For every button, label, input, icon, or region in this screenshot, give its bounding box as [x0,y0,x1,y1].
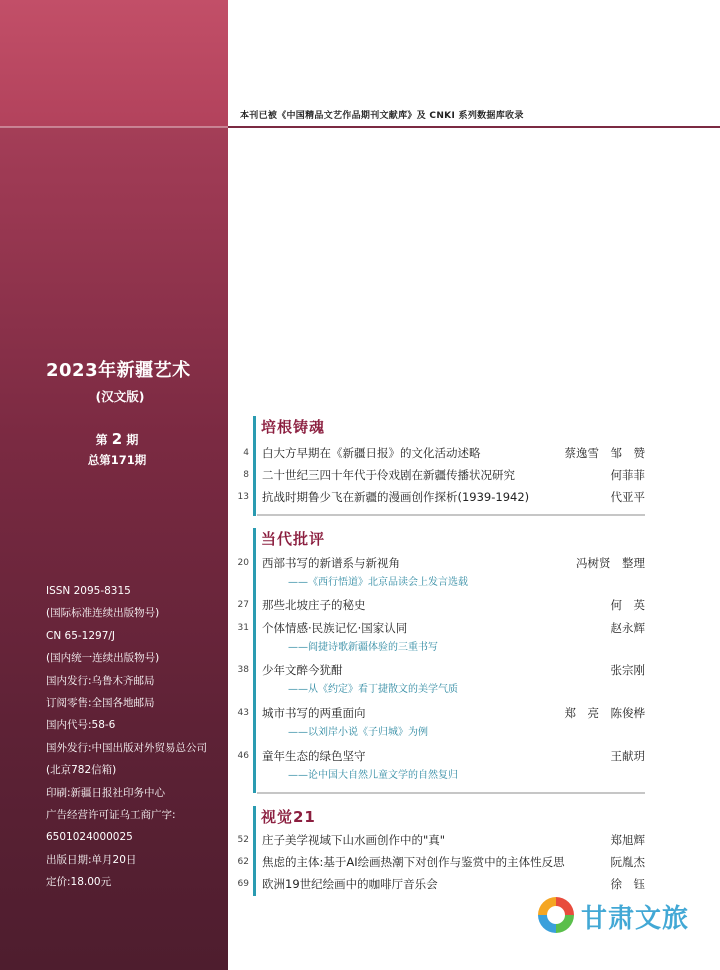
article-title: 二十世纪三四十年代于伶戏剧在新疆传播状况研究 [262,468,515,482]
toc-entry[interactable] [233,830,645,852]
article-author: 王献玥 [610,749,645,763]
article-title: 庄子美学视域下山水画创作中的"真" [262,833,446,847]
article-author: 阮胤杰 [610,855,645,869]
article-title: 个体情感·民族记忆·国家认同 [262,621,408,635]
toc-entry[interactable] [233,487,645,509]
publication-info-list [46,580,207,894]
band-divider [0,126,228,128]
toc-entry[interactable] [233,465,645,487]
article-subtitle: ——《西行悟道》北京品读会上发言选载 [288,577,468,588]
issue-number: 2 [111,430,123,448]
article-title: 焦虑的主体:基于AI绘画热潮下对创作与鉴赏中的主体性反思 [262,855,565,869]
page-number: 46 [237,751,249,761]
article-title: 童年生态的绿色坚守 [262,749,366,763]
info-line: (国内统一连续出版物号) [46,652,160,665]
contents-title: 目录 [648,77,700,104]
page-number: 52 [237,835,249,845]
section-title: 视觉21 [261,808,316,826]
article-subtitle: ——论中国大自然儿童文学的自然复归 [288,770,458,781]
article-author: 赵永辉 [610,621,645,635]
edition-label: (汉文版) [95,389,145,404]
toc-entry[interactable] [233,746,645,781]
section-title: 培根铸魂 [261,418,326,436]
info-line: 出版日期:单月20日 [46,853,137,866]
page-number: 31 [237,623,249,633]
info-line: CN 65-1297/J [46,629,116,642]
article-subtitle: ——阎捷诗歌新疆体验的三重书写 [288,642,438,653]
toc-entry[interactable] [233,852,645,874]
page-number: 8 [243,470,249,480]
info-line: 订阅零售:全国各地邮局 [46,697,155,710]
toc-entry[interactable] [233,703,645,738]
page-number: 4 [243,448,249,458]
info-line: 印刷:新疆日报社印务中心 [46,786,166,799]
info-line: 国内代号:58-6 [46,719,116,732]
article-subtitle: ——以刘岸小说《子归城》为例 [288,727,428,738]
issue-prefix: 第 [95,433,108,447]
article-title: 欧洲19世纪绘画中的咖啡厅音乐会 [262,877,438,891]
section-dangdai-piping [233,528,645,793]
article-title: 那些北坡庄子的秘史 [262,598,366,612]
article-author: 何 英 [610,598,645,612]
article-title: 抗战时期鲁少飞在新疆的漫画创作探析(1939-1942) [262,490,530,504]
info-line: 广告经营许可证乌工商广字: [46,809,176,822]
section-peigen-zhuhun [233,416,645,516]
info-line: 国外发行:中国出版对外贸易总公司 [46,741,208,754]
watermark-text: 甘肃文旅 [581,904,690,934]
total-issue-label: 总第171期 [87,453,147,467]
header-rule [228,126,720,128]
issue-label [0,430,228,448]
journal-year-title: 2023年新疆艺术 [46,360,191,381]
article-title: 少年文醉今犹酣 [262,663,343,677]
page-number: 20 [237,558,249,568]
gansu-wenlv-logo-icon [535,894,577,936]
section-title: 当代批评 [261,530,326,548]
toc-entry[interactable] [233,553,645,588]
info-line: 定价:18.00元 [46,876,112,889]
toc-entry[interactable] [233,618,645,653]
issue-suffix: 期 [126,433,139,447]
toc-entry[interactable] [233,660,645,695]
info-line: (国际标准连续出版物号) [46,607,160,620]
toc-entry[interactable] [233,443,645,465]
article-author: 徐 钰 [610,877,645,891]
article-title: 城市书写的两重面向 [262,706,366,720]
article-author: 蔡逸雪 邹 赞 [564,446,645,460]
section-rule [257,514,645,516]
contents-header-band [0,0,228,127]
toc-entry[interactable] [233,874,645,896]
article-subtitle: ——从《约定》看丁捷散文的美学气质 [288,684,458,695]
article-author: 郑旭辉 [610,833,645,847]
page-number: 43 [237,708,249,718]
toc-entry[interactable] [233,595,645,617]
page-number: 27 [237,600,249,610]
page-number: 69 [237,879,249,889]
info-line: (北京782信箱) [46,764,117,777]
article-title: 西部书写的新谱系与新视角 [262,556,400,570]
article-author: 张宗刚 [610,663,645,677]
section-rule [257,792,645,794]
article-author: 郑 亮 陈俊桦 [564,706,645,720]
article-author: 冯树贤 整理 [576,556,645,570]
info-line: 6501024000025 [46,831,133,844]
article-title: 白大方早期在《新疆日报》的文化活动述略 [262,446,481,460]
contents-subtitle: CONTENTS [617,104,700,120]
info-line: 国内发行:乌鲁木齐邮局 [46,674,155,687]
page-number: 13 [237,492,249,502]
indexing-note: 本刊已被《中国精品文艺作品期刊文献库》及 CNKI 系列数据库收录 [240,111,524,121]
section-shijue-21 [233,806,645,896]
article-author: 代亚平 [610,490,645,504]
page-number: 38 [237,665,249,675]
info-line: ISSN 2095-8315 [46,585,131,597]
article-author: 何菲菲 [610,468,645,482]
page-number: 62 [237,857,249,867]
gansu-wenlv-watermark [535,894,710,938]
